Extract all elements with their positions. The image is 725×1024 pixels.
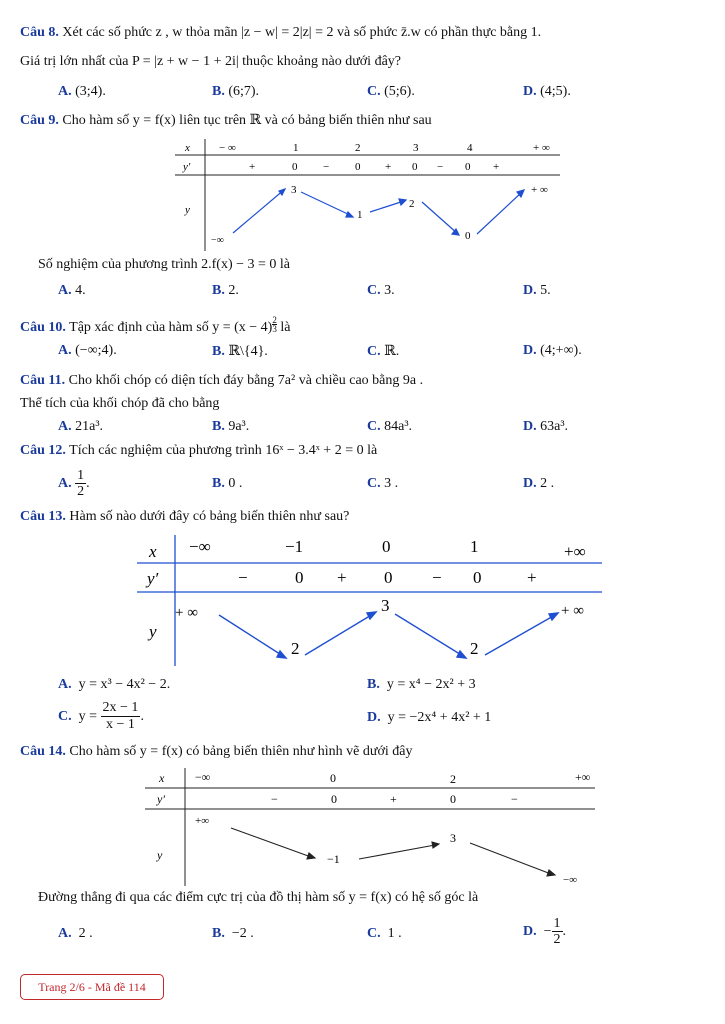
q14-option-c[interactable] <box>367 926 402 942</box>
q8-line2-pre: Giá trị lớn nhất của <box>20 54 129 69</box>
arrow-down <box>301 192 352 216</box>
option-label: A. <box>58 926 72 941</box>
option-label: B. <box>367 677 380 692</box>
q9-equation: 2.f(x) − 3 = 0 <box>201 257 277 272</box>
q13-option-a[interactable] <box>58 677 170 693</box>
option-label: D. <box>523 84 537 99</box>
option-text: 1 . <box>387 926 402 941</box>
q13-option-d[interactable] <box>367 710 491 726</box>
table-dy-label: y′ <box>183 161 191 173</box>
q12-label: Câu 12. <box>20 443 66 458</box>
q8-text-mid: thỏa mãn <box>185 25 238 40</box>
fraction <box>552 916 563 947</box>
q9-option-d[interactable] <box>523 283 551 299</box>
table-y-value: −∞ <box>211 235 224 246</box>
q12-option-d[interactable] <box>523 476 554 492</box>
option-text: (4;+∞). <box>540 343 582 358</box>
option-text: −2 . <box>231 926 254 941</box>
table-x-value: −∞ <box>189 537 211 556</box>
q8-label: Câu 8. <box>20 25 59 40</box>
table-x-value: 3 <box>413 142 419 154</box>
option-label: A. <box>58 343 72 358</box>
table-y-value: 1 <box>357 209 363 221</box>
arrow-down <box>422 202 458 234</box>
table-y-value: 3 <box>450 831 456 845</box>
q13-label: Câu 13. <box>20 509 66 524</box>
table-x-value: 2 <box>450 772 456 786</box>
table-sign: + <box>493 161 500 173</box>
table-y-value: +∞ <box>195 815 210 827</box>
option-text: y = x³ − 4x² − 2. <box>78 677 171 692</box>
table-sign: 0 <box>412 161 418 173</box>
exponent-numerator: 2 <box>272 315 277 325</box>
q13-text: Hàm số nào dưới đây có bảng biến thiên như sau? <box>69 509 350 524</box>
q11-option-b[interactable] <box>212 419 249 435</box>
table-x-value: 0 <box>330 771 336 785</box>
table-sign: + <box>249 161 256 173</box>
option-label: D. <box>523 283 537 298</box>
q12-option-a[interactable] <box>58 468 90 499</box>
table-sign: − <box>271 792 278 806</box>
q12-equation: 16ˣ − 3.4ˣ + 2 = 0 <box>265 443 364 458</box>
arrow-up <box>370 201 404 212</box>
exponent-denominator: 3 <box>272 324 277 334</box>
table-dy-label: y′ <box>157 792 165 806</box>
option-label: D. <box>523 923 537 939</box>
q10-text: Tập xác định của hàm số <box>69 320 209 335</box>
table-sign: + <box>385 161 392 173</box>
option-label: A. <box>58 419 72 434</box>
arrow-up <box>305 614 373 655</box>
q13-option-c[interactable] <box>58 700 144 733</box>
option-label: A. <box>58 677 72 692</box>
option-label: B. <box>212 926 225 941</box>
q8-option-d[interactable] <box>523 84 571 100</box>
q8-condition: |z − w| = 2|z| = 2 <box>241 25 334 40</box>
q12-option-c[interactable] <box>367 476 398 492</box>
table-x-value: +∞ <box>564 542 586 561</box>
option-label: D. <box>523 419 537 434</box>
option-text: 4. <box>75 283 86 298</box>
arrow-head <box>547 870 555 876</box>
option-text: (3;4). <box>75 84 106 99</box>
fraction <box>75 468 86 499</box>
q11-text: Cho khối chóp có diện tích đáy bằng 7a² và chiều cao bằng 9a . <box>68 373 424 388</box>
fraction-numerator: 1 <box>553 916 561 931</box>
table-x-label: x <box>159 771 165 785</box>
option-tail: . <box>86 475 90 491</box>
option-label: C. <box>367 283 381 298</box>
q14-variation-table <box>145 766 600 888</box>
q9-option-c[interactable] <box>367 283 395 299</box>
table-y-label: y <box>149 622 157 641</box>
option-label: C. <box>58 708 72 724</box>
table-dy-label: y′ <box>147 569 159 588</box>
q10-label: Câu 10. <box>20 320 66 335</box>
q8-line1 <box>20 25 541 41</box>
option-text: 3 . <box>384 476 399 491</box>
arrow-down <box>219 615 283 656</box>
q11-option-c[interactable] <box>367 419 412 435</box>
q11-line2: Thể tích của khối chóp đã cho bằng <box>20 396 220 411</box>
table-x-value: 1 <box>293 142 299 154</box>
table-x-value: −1 <box>285 537 304 556</box>
q8-line2-post: thuộc khoảng nào dưới đây? <box>242 54 401 69</box>
option-text: 2 . <box>78 926 93 941</box>
table-y-value: 3 <box>381 596 390 615</box>
q13-stem <box>20 509 349 525</box>
table-sign: − <box>437 161 444 173</box>
table-y-value: 2 <box>291 639 300 658</box>
fraction-numerator: 2x − 1 <box>102 700 139 715</box>
table-y-value: + ∞ <box>531 184 548 196</box>
table-y-value: 0 <box>465 230 471 242</box>
q11-option-d[interactable] <box>523 419 568 435</box>
q8-option-c[interactable] <box>367 84 415 100</box>
arrow-head <box>307 853 315 859</box>
option-label: C. <box>367 926 381 941</box>
option-label: A. <box>58 475 72 491</box>
arrow-down <box>395 614 463 656</box>
option-text: 84a³. <box>384 419 413 434</box>
arrow-head <box>399 199 406 205</box>
option-text: 9a³. <box>228 419 250 434</box>
q12-option-b[interactable] <box>212 476 242 492</box>
q9-stem <box>20 112 432 129</box>
table-sign: 0 <box>292 161 298 173</box>
table-x-label: x <box>149 542 157 561</box>
q10-stem <box>20 316 290 336</box>
option-label: B. <box>212 344 225 359</box>
fraction-numerator: 1 <box>77 468 85 483</box>
q10-exponent <box>272 316 277 333</box>
q11-option-a[interactable] <box>58 419 103 435</box>
option-text: 0 . <box>228 476 243 491</box>
table-sign: − <box>323 161 330 173</box>
q10-option-c[interactable] <box>367 343 399 360</box>
table-x-value: + ∞ <box>533 142 550 154</box>
q14-text: Cho hàm số y = f(x) có bảng biến thiên như hình vẽ dưới đây <box>69 744 413 759</box>
table-x-value: −∞ <box>195 770 211 784</box>
q14-question: Đường thẳng đi qua các điểm cực trị của đồ thị hàm số y = f(x) có hệ số góc là <box>38 890 479 905</box>
option-text: 3. <box>384 283 395 298</box>
arrow-down <box>470 843 551 874</box>
q9-question <box>38 257 290 273</box>
table-sign: 0 <box>331 792 337 806</box>
fraction-denominator: 2 <box>553 932 561 947</box>
arrow-head <box>277 651 286 658</box>
q14-option-a[interactable] <box>58 926 93 942</box>
arrow-up <box>477 192 522 234</box>
table-y-value: + ∞ <box>561 603 584 619</box>
option-label: D. <box>523 476 537 491</box>
option-text: (6;7). <box>228 84 260 99</box>
option-text: 2 . <box>540 476 555 491</box>
option-text: y = −2x⁴ + 4x² + 1 <box>387 710 492 725</box>
q14-label: Câu 14. <box>20 744 66 759</box>
arrow-up <box>359 845 435 859</box>
arrow-head <box>346 212 353 217</box>
q14-stem <box>20 744 413 760</box>
table-sign: − <box>511 792 518 806</box>
table-sign: + <box>527 568 537 587</box>
option-text: 63a³. <box>540 419 569 434</box>
q10-function: y = (x − 4) <box>212 320 273 335</box>
q10-text-post: là <box>280 320 291 335</box>
option-label: B. <box>212 84 225 99</box>
q8-text-post: và số phức z̄.w có phần thực bằng 1. <box>337 25 542 40</box>
table-sign: 0 <box>465 161 471 173</box>
q8-line2 <box>20 54 401 70</box>
table-y-value: −∞ <box>563 874 578 886</box>
table-x-value: +∞ <box>575 770 591 784</box>
option-text: 5. <box>540 283 551 298</box>
q10-option-d[interactable] <box>523 343 582 359</box>
option-label: C. <box>367 419 381 434</box>
fraction-denominator: 2 <box>77 484 85 499</box>
table-y-value: −1 <box>327 852 340 866</box>
option-text: ℝ. <box>384 344 400 359</box>
table-y-label: y <box>157 848 163 862</box>
q9-variation-table <box>175 137 565 253</box>
option-sign: − <box>543 923 552 939</box>
option-text: (5;6). <box>384 84 415 99</box>
option-label: A. <box>58 283 72 298</box>
arrow-down <box>231 828 311 857</box>
option-label: B. <box>212 419 225 434</box>
option-label: D. <box>367 710 381 725</box>
option-label: C. <box>367 344 381 359</box>
q10-option-b[interactable] <box>212 343 268 360</box>
option-tail: . <box>562 923 567 939</box>
table-sign: − <box>432 568 442 587</box>
fraction-denominator: x − 1 <box>106 717 135 732</box>
table-x-value: 1 <box>470 537 479 556</box>
q8-vars: z , w <box>155 25 183 40</box>
q9-question-pre: Số nghiệm của phương trình <box>38 257 198 272</box>
q8-option-b[interactable] <box>212 84 259 100</box>
q14-option-d[interactable] <box>523 916 566 947</box>
table-sign: 0 <box>450 792 456 806</box>
q13-variation-table <box>137 533 607 668</box>
table-sign: 0 <box>295 568 304 587</box>
table-x-value: 4 <box>467 142 473 154</box>
table-sign: + <box>337 568 347 587</box>
q9-option-a[interactable] <box>58 283 86 299</box>
arrow-up <box>485 615 555 655</box>
q8-option-a[interactable] <box>58 84 106 100</box>
table-y-value: + ∞ <box>175 605 198 621</box>
table-sign: − <box>238 568 248 587</box>
option-label: D. <box>523 343 537 358</box>
option-text: (4;5). <box>540 84 571 99</box>
arrow-up <box>233 189 285 233</box>
table-x-value: 2 <box>355 142 361 154</box>
table-sign: + <box>390 792 397 806</box>
option-label: C. <box>367 476 381 491</box>
q9-option-b[interactable] <box>212 283 239 299</box>
table-y-value: 2 <box>409 198 415 210</box>
option-label: B. <box>212 283 225 298</box>
q13-option-b[interactable] <box>367 677 476 693</box>
page-footer-badge <box>20 974 164 1000</box>
option-text: 2. <box>228 283 239 298</box>
q8-text: Xét các số phức <box>62 25 153 40</box>
option-label: B. <box>212 476 225 491</box>
table-sign: 0 <box>384 568 393 587</box>
footer-text: Trang 2/6 - Mã đề 114 <box>38 979 146 994</box>
option-text: ℝ\{4}. <box>228 344 268 359</box>
table-x-value: 0 <box>382 537 391 556</box>
q9-text: Cho hàm số y = f(x) liên tục trên ℝ và có bảng biến thiên như sau <box>62 113 432 128</box>
table-y-label: y <box>185 204 190 216</box>
q9-question-post: là <box>279 257 291 272</box>
option-tail: . <box>140 708 144 724</box>
table-x-value: − ∞ <box>219 142 236 154</box>
fraction <box>101 700 141 733</box>
table-y-value: 3 <box>291 184 297 196</box>
q11-label: Câu 11. <box>20 373 66 388</box>
arrow-head <box>457 651 466 658</box>
arrow-head <box>432 842 439 848</box>
q9-label: Câu 9. <box>20 113 59 128</box>
arrow-head <box>549 613 558 620</box>
q10-option-a[interactable] <box>58 343 117 359</box>
q12-text-post: là <box>367 443 378 458</box>
table-y-value: 2 <box>470 639 479 658</box>
table-x-label: x <box>185 142 190 154</box>
q11-line1 <box>20 373 423 389</box>
q8-p-expression: P = |z + w − 1 + 2i| <box>131 54 239 69</box>
option-text: y = x⁴ − 2x² + 3 <box>386 677 476 692</box>
q12-text: Tích các nghiệm của phương trình <box>69 443 262 458</box>
option-text: y = <box>78 708 98 724</box>
table-sign: 0 <box>355 161 361 173</box>
arrow-head <box>367 612 376 619</box>
option-text: (−∞;4). <box>75 343 117 358</box>
q14-option-b[interactable] <box>212 926 254 942</box>
table-sign: 0 <box>473 568 482 587</box>
option-text: 21a³. <box>75 419 104 434</box>
option-label: C. <box>367 84 381 99</box>
q12-stem <box>20 443 377 459</box>
option-label: A. <box>58 84 72 99</box>
